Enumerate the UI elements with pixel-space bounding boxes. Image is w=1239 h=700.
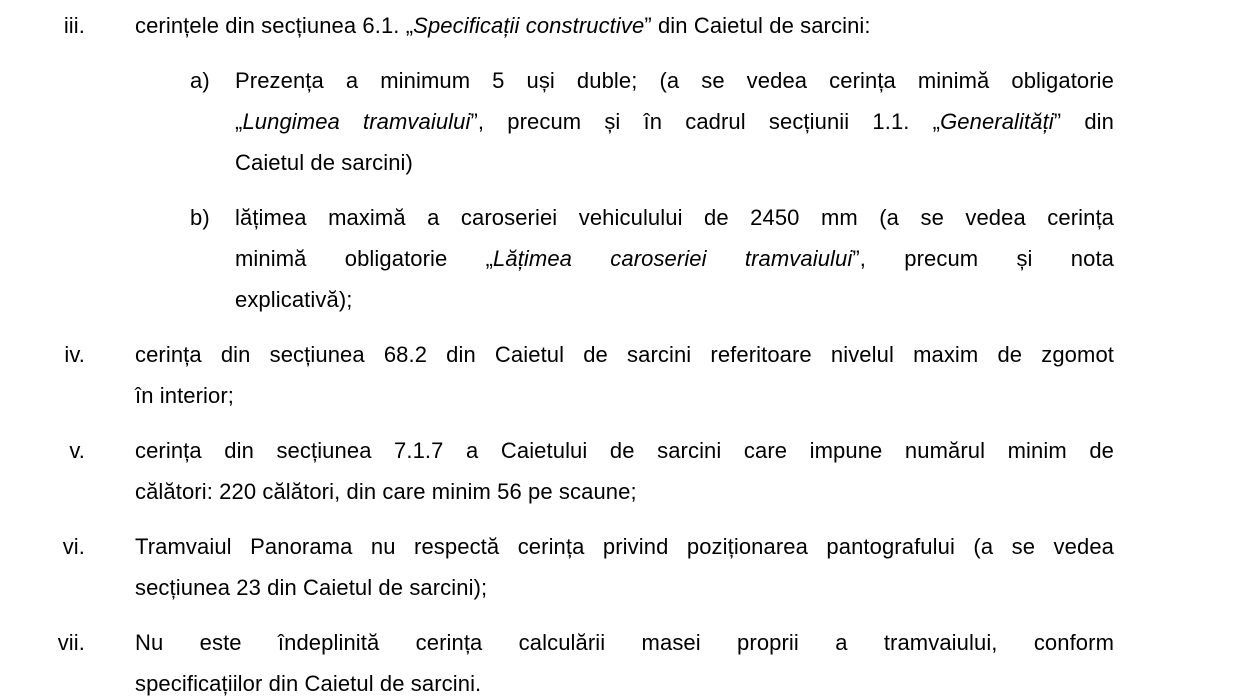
item-marker: vii. — [57, 630, 85, 655]
text-segment-italic: Lățimea caroseriei tramvaiului — [493, 246, 853, 271]
text-segment: „ — [235, 109, 243, 134]
list-item-iii — [0, 5, 1239, 46]
item-body — [135, 430, 1114, 512]
item-body — [135, 622, 1114, 700]
text-segment: specificațiilor din Caietul de sarcini. — [135, 671, 482, 696]
item-marker: iii. — [63, 13, 85, 38]
list-item-a — [0, 60, 1239, 183]
list-item-vi — [0, 526, 1239, 608]
text-segment: Prezența a minimum 5 uși duble; (a se vedea cerința minimă obligatorie — [235, 68, 1114, 93]
text-segment: Caietul de sarcini) — [235, 150, 413, 175]
text-segment: în interior; — [135, 383, 235, 408]
text-line — [235, 60, 1114, 101]
item-marker: a) — [190, 68, 210, 93]
text-line — [135, 375, 1114, 416]
text-segment: cerința din secțiunea 68.2 din Caietul de sarcini referitoare nivelul maxim de zgomot — [135, 342, 1114, 367]
text-line — [235, 142, 1114, 183]
text-line — [235, 101, 1114, 142]
text-line — [235, 279, 1114, 320]
text-line — [135, 567, 1114, 608]
list-item-b — [0, 197, 1239, 320]
text-segment: călători: 220 călători, din care minim 56 pe scaune; — [135, 479, 637, 504]
text-segment: lățimea maximă a caroseriei vehiculului de 2450 mm (a se vedea cerința — [235, 205, 1114, 230]
text-line — [235, 238, 1114, 279]
text-segment: minimă obligatorie „ — [235, 246, 494, 271]
item-body — [235, 60, 1114, 183]
text-line — [235, 197, 1114, 238]
text-line — [135, 622, 1114, 663]
text-segment: cerința din secțiunea 7.1.7 a Caietului de sarcini care impune numărul minim de — [135, 438, 1114, 463]
text-segment: cerințele din secțiunea 6.1. „ — [135, 13, 414, 38]
text-line — [135, 430, 1114, 471]
text-segment: explicativă); — [235, 287, 353, 312]
item-body — [235, 197, 1114, 320]
text-segment: ”, precum și nota — [852, 246, 1115, 271]
text-segment: ” din Caietul de sarcini: — [644, 13, 871, 38]
item-body — [135, 5, 1114, 46]
item-marker: v. — [69, 438, 85, 463]
item-marker: vi. — [62, 534, 85, 559]
text-line — [135, 334, 1114, 375]
text-segment: Tramvaiul Panorama nu respectă cerința privind poziționarea pantografului (a se vedea — [135, 534, 1114, 559]
text-segment: secțiunea 23 din Caietul de sarcini); — [135, 575, 488, 600]
text-line — [135, 526, 1114, 567]
text-segment-italic: Lungimea tramvaiului — [242, 109, 471, 134]
text-line — [135, 5, 1114, 46]
text-segment-italic: Specificații constructive — [413, 13, 645, 38]
text-segment: Nu este îndeplinită cerința calculării masei proprii a tramvaiului, conform — [135, 630, 1114, 655]
item-body — [135, 334, 1114, 416]
list-item-v — [0, 430, 1239, 512]
item-body — [135, 526, 1114, 608]
text-segment-italic: Generalități — [940, 109, 1054, 134]
text-segment: ” din — [1053, 109, 1114, 134]
text-line — [135, 663, 1114, 700]
list-item-vii — [0, 622, 1239, 700]
list-item-iv — [0, 334, 1239, 416]
text-segment: ”, precum și în cadrul secțiunii 1.1. „ — [470, 109, 941, 134]
item-marker: b) — [190, 205, 210, 230]
text-line — [135, 471, 1114, 512]
item-marker: iv. — [64, 342, 85, 367]
